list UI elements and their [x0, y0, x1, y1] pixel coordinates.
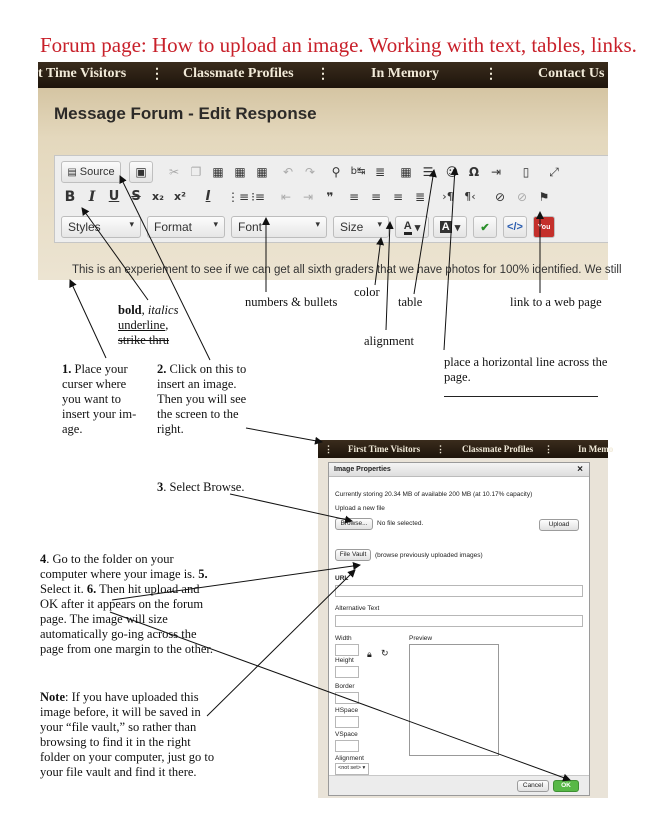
- chevron-down-icon: ▾: [315, 219, 320, 229]
- page-break-icon[interactable]: ⇥: [490, 165, 502, 179]
- nav-classmate-profiles[interactable]: Classmate Profiles: [183, 66, 294, 81]
- replace-icon[interactable]: b↹: [350, 166, 366, 177]
- nav-sep: ⋮: [150, 67, 164, 82]
- ltr-icon[interactable]: ›¶: [442, 190, 454, 203]
- format-combo[interactable]: Format ▾: [147, 216, 225, 238]
- undo-icon[interactable]: ↶: [282, 165, 294, 179]
- format-label: bold, italics underline, strike thru: [118, 303, 179, 347]
- arrow-vault: [207, 570, 355, 716]
- select-all-icon[interactable]: ≣: [374, 165, 386, 179]
- file-vault-button[interactable]: File Vault: [335, 549, 371, 561]
- maximize-icon[interactable]: ⤢: [549, 165, 559, 179]
- source-button[interactable]: ▤ Source: [61, 161, 121, 183]
- alt-label: Alternative Text: [335, 605, 380, 612]
- paste-text-icon[interactable]: ▦: [234, 165, 246, 179]
- nav-sep: ⋮: [484, 67, 498, 82]
- link-label: link to a web page: [510, 295, 602, 309]
- chevron-down-icon: ▾: [377, 219, 382, 229]
- preview-label: Preview: [409, 635, 433, 642]
- horizontal-line-icon[interactable]: ☰: [422, 165, 434, 179]
- arrow-to-dialog: [246, 428, 322, 442]
- copy-icon[interactable]: ❐: [190, 165, 202, 179]
- lock-icon[interactable]: 🔒︎: [367, 649, 372, 659]
- height-label: Height: [335, 657, 354, 664]
- align-right-icon[interactable]: ≡: [392, 190, 404, 204]
- page-heading: Message Forum - Edit Response: [54, 104, 317, 123]
- superscript-icon[interactable]: x²: [174, 190, 186, 203]
- spellcheck-icon[interactable]: ✔: [473, 216, 497, 238]
- close-icon[interactable]: ×: [577, 464, 583, 475]
- redo-icon[interactable]: ↷: [304, 165, 316, 179]
- width-label: Width: [335, 635, 352, 642]
- anchor-icon[interactable]: ⚑: [538, 190, 550, 204]
- nav-in-memory[interactable]: In Memo: [578, 444, 614, 454]
- bulleted-list-icon[interactable]: ⁝≡: [251, 190, 265, 204]
- alignment-label-dialog: Alignment: [335, 755, 364, 762]
- font-combo[interactable]: Font ▾: [231, 216, 327, 238]
- size-combo[interactable]: Size ▾: [333, 216, 389, 238]
- bold-icon[interactable]: B: [64, 189, 76, 205]
- hline-label: place a horizontal line across the page.: [444, 355, 608, 384]
- cancel-button[interactable]: Cancel: [517, 780, 549, 792]
- styles-combo[interactable]: Styles ▾: [61, 216, 141, 238]
- table-icon[interactable]: ▦: [400, 165, 412, 179]
- vspace-label: VSpace: [335, 731, 358, 738]
- arrow-step1: [70, 280, 106, 358]
- nav-sep: ⋮: [544, 444, 553, 454]
- step-3: 3. Select Browse.: [157, 480, 245, 494]
- paste-icon[interactable]: ▦: [212, 165, 224, 179]
- blockquote-icon[interactable]: ❞: [326, 190, 334, 204]
- preview-icon[interactable]: ▯: [522, 165, 530, 179]
- nav-sep: ⋮: [324, 444, 333, 454]
- image-icon: ▣: [135, 165, 147, 179]
- youtube-icon[interactable]: You: [533, 216, 555, 238]
- arrow-table: [414, 170, 434, 294]
- alignment-select[interactable]: <not set> ▾: [335, 763, 369, 775]
- unlink-icon[interactable]: ⊘: [516, 190, 528, 204]
- indent-icon[interactable]: ⇥: [302, 190, 314, 204]
- justify-icon[interactable]: ≣: [414, 190, 426, 204]
- nav-first-time-visitors[interactable]: t Time Visitors: [38, 66, 127, 81]
- dialog-title: Image Properties ×: [329, 463, 589, 477]
- hspace-label: HSpace: [335, 707, 359, 714]
- chevron-down-icon: ▾: [213, 219, 218, 229]
- step-4: 4. Go to the folder on your computer where your image is. 5. Select it. 6. Then hit upload and OK after it appears on the forum page. The image will size automatically go-ing across the page from one margin to the other.: [40, 552, 213, 656]
- table-label: table: [398, 295, 423, 309]
- rtl-icon[interactable]: ¶‹: [464, 190, 476, 203]
- paste-word-icon[interactable]: ▦: [256, 165, 268, 179]
- vault-hint: (browse previously uploaded images): [375, 552, 483, 559]
- bg-color-button[interactable]: A ▾: [433, 216, 467, 238]
- arrow-bold: [82, 208, 148, 300]
- numbered-list-icon[interactable]: ⋮≡: [227, 190, 250, 204]
- upload-button[interactable]: Upload: [539, 519, 579, 531]
- underline-icon[interactable]: U: [108, 189, 120, 204]
- arrow-ok: [110, 612, 570, 780]
- url-label: URL: [335, 575, 349, 582]
- italic-icon[interactable]: I: [88, 189, 96, 205]
- arrow-browse: [230, 494, 352, 521]
- outdent-icon[interactable]: ⇤: [280, 190, 292, 204]
- cut-icon[interactable]: ✂: [168, 165, 180, 179]
- numbers-bullets-label: numbers & bullets: [245, 295, 338, 309]
- step-1: 1. Place your curser where you want to insert your im-age.: [62, 362, 137, 436]
- storage-text: Currently storing 20.34 MB of available 200 MB (at 10.17% capacity): [335, 491, 533, 498]
- nav-classmate-profiles[interactable]: Classmate Profiles: [462, 444, 534, 454]
- smiley-icon[interactable]: ☺: [445, 165, 459, 179]
- special-char-icon[interactable]: Ω: [468, 165, 480, 179]
- browse-button[interactable]: Browse...: [335, 518, 373, 530]
- nav-sep: ⋮: [316, 67, 330, 82]
- strike-icon[interactable]: S: [131, 189, 141, 204]
- nav-contact-us[interactable]: Contact Us: [538, 66, 605, 81]
- arrow-step2: [120, 176, 210, 360]
- nav-in-memory[interactable]: In Memory: [371, 66, 440, 81]
- step-2: 2. Click on this to insert an image. Then you will see the screen to the right.: [157, 362, 247, 436]
- align-center-icon[interactable]: ≡: [370, 190, 382, 204]
- arrow-select-file: [112, 565, 360, 600]
- arrow-color: [375, 238, 381, 285]
- border-label: Border: [335, 683, 355, 690]
- remove-format-icon[interactable]: I: [205, 189, 211, 204]
- page-title: Forum page: How to upload an image. Working with text, tables, links.: [40, 33, 637, 57]
- ok-button[interactable]: OK: [553, 780, 579, 792]
- no-file-text: No file selected.: [377, 520, 424, 527]
- nav-first-time-visitors[interactable]: First Time Visitors: [348, 444, 421, 454]
- subscript-icon[interactable]: x₂: [152, 190, 164, 203]
- alignment-label: alignment: [364, 334, 414, 348]
- find-icon[interactable]: ⚲: [331, 165, 341, 179]
- link-icon[interactable]: ⊘: [494, 190, 506, 204]
- note: Note: If you have uploaded this image before, it will be saved in your “file vault,” so rather than browsing to find it in the right folder on your computer, just go to your file vault and find it there.: [40, 690, 215, 779]
- align-left-icon[interactable]: ≡: [348, 190, 360, 204]
- text-color-button[interactable]: A ▾: [395, 216, 429, 238]
- reset-icon[interactable]: ↻: [381, 648, 389, 658]
- color-label: color: [354, 285, 380, 299]
- editor-body-text[interactable]: This is an experiement to see if we can get all sixth graders that we have photos for 100% identified. We still: [72, 264, 622, 276]
- arrow-hline: [444, 168, 455, 350]
- upload-label: Upload a new file: [335, 505, 385, 512]
- nav-sep: ⋮: [436, 444, 445, 454]
- code-icon[interactable]: </>: [503, 216, 527, 238]
- arrow-alignment: [386, 222, 390, 330]
- chevron-down-icon: ▾: [129, 219, 134, 229]
